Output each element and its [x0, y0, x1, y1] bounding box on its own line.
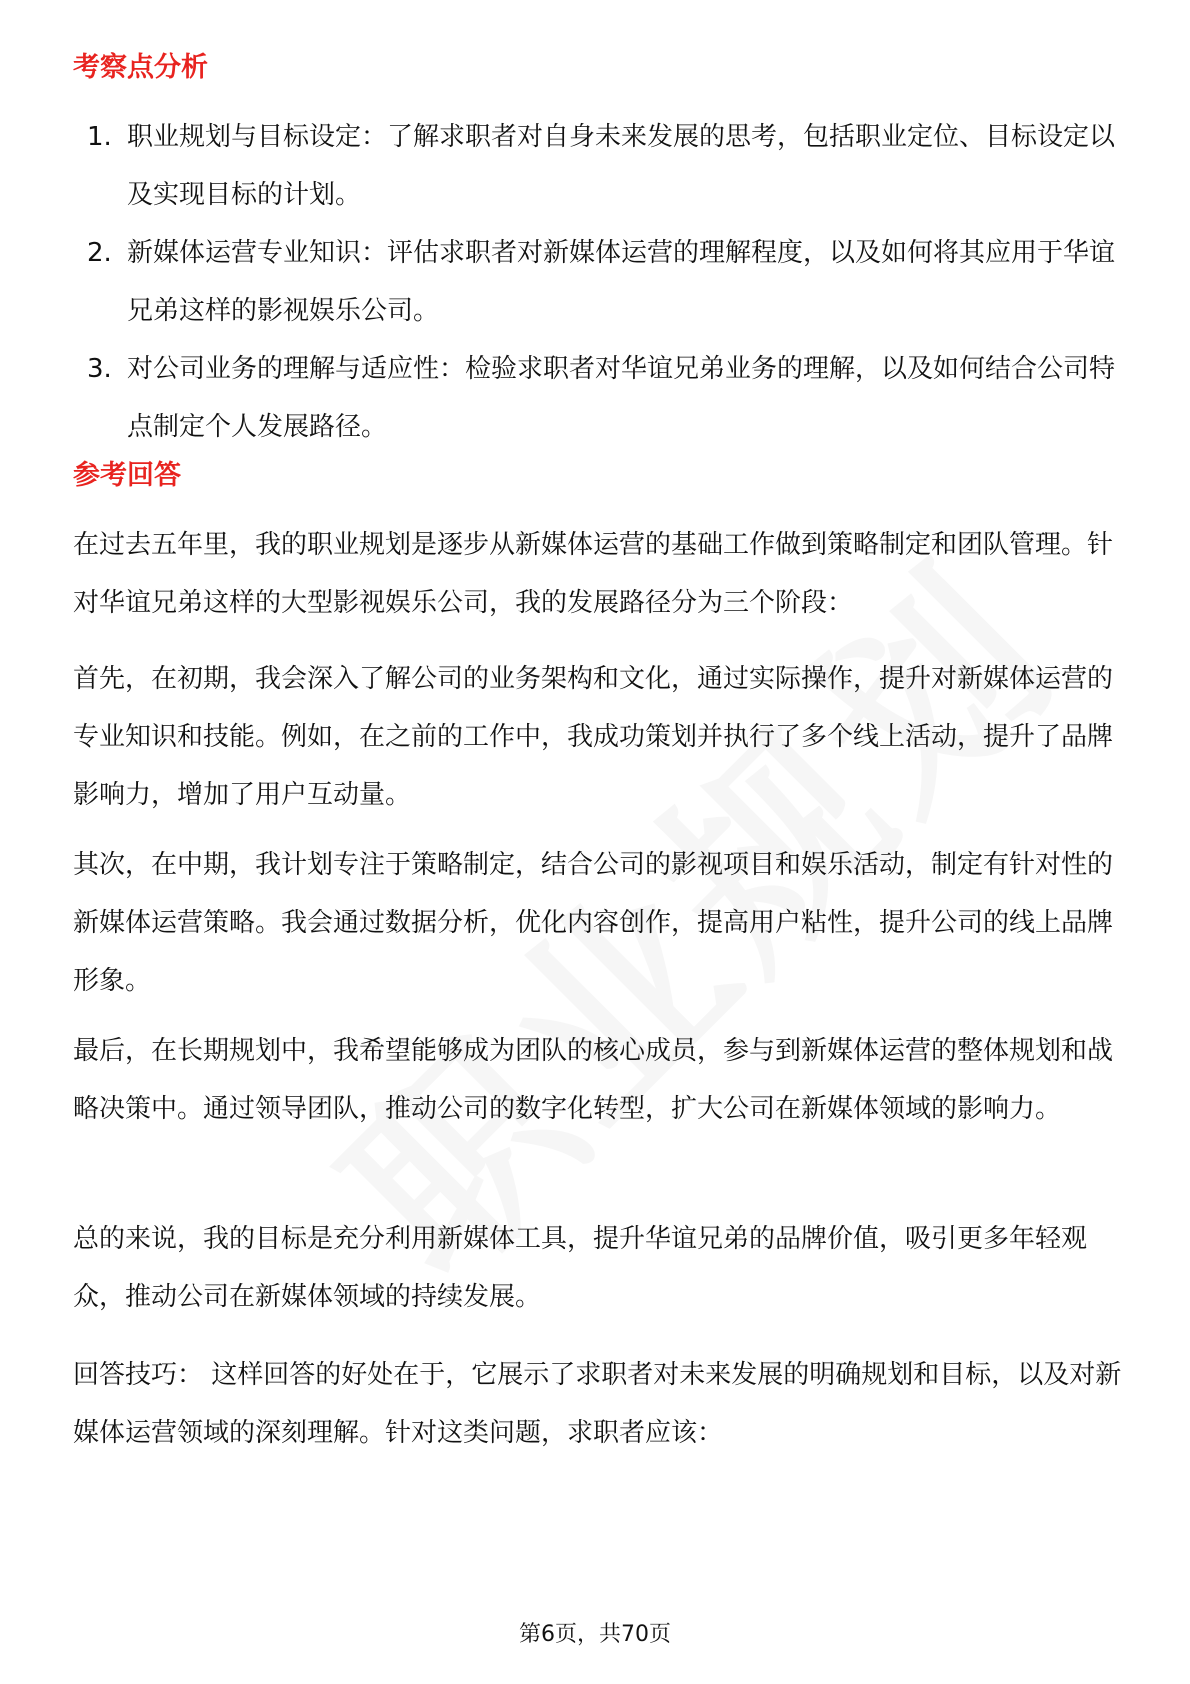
answer-paragraph-second-stage: 其次，在中期，我计划专注于策略制定，结合公司的影视项目和娱乐活动，制定有针对性的新媒体运营策略。我会通过数据分析，优化内容创作，提高用户粘性，提升公司的线上品牌形象。 — [73, 850, 1114, 996]
analysis-list — [73, 108, 1123, 456]
list-number: 1. — [87, 122, 112, 152]
answer-paragraph-first-stage: 首先，在初期，我会深入了解公司的业务架构和文化，通过实际操作，提升对新媒体运营的专业知识和技能。例如，在之前的工作中，我成功策划并执行了多个线上活动，提升了品牌影响力，增加了用户互动量。 — [73, 664, 1114, 810]
list-number: 2. — [87, 238, 112, 268]
page-footer: 第6页，共70页 — [519, 1622, 671, 1647]
list-item — [73, 224, 1123, 340]
list-number: 3. — [87, 354, 112, 384]
list-item — [73, 108, 1123, 224]
answer-paragraph-third-stage: 最后，在长期规划中，我希望能够成为团队的核心成员，参与到新媒体运营的整体规划和战略决策中。通过领导团队，推动公司的数字化转型，扩大公司在新媒体领域的影响力。 — [73, 1036, 1114, 1124]
answer-paragraph-summary: 总的来说，我的目标是充分利用新媒体工具，提升华谊兄弟的品牌价值，吸引更多年轻观众，推动公司在新媒体领域的持续发展。 — [73, 1224, 1088, 1312]
list-item-text: 对公司业务的理解与适应性：检验求职者对华谊兄弟业务的理解，以及如何结合公司特点制定个人发展路径。 — [127, 354, 1116, 442]
answer-tips-paragraph: 回答技巧： 这样回答的好处在于，它展示了求职者对未来发展的明确规划和目标，以及对新媒体运营领域的深刻理解。针对这类问题，求职者应该： — [73, 1360, 1122, 1448]
list-item-text: 新媒体运营专业知识：评估求职者对新媒体运营的理解程度，以及如何将其应用于华谊兄弟这样的影视娱乐公司。 — [127, 238, 1116, 326]
list-item — [73, 340, 1123, 456]
answer-paragraph-intro: 在过去五年里，我的职业规划是逐步从新媒体运营的基础工作做到策略制定和团队管理。针对华谊兄弟这样的大型影视娱乐公司，我的发展路径分为三个阶段： — [73, 530, 1114, 618]
analysis-section-title: 考察点分析 — [73, 52, 208, 83]
list-item-text: 职业规划与目标设定：了解求职者对自身未来发展的思考，包括职业定位、目标设定以及实现目标的计划。 — [127, 122, 1116, 210]
answer-section-title: 参考回答 — [73, 460, 181, 491]
